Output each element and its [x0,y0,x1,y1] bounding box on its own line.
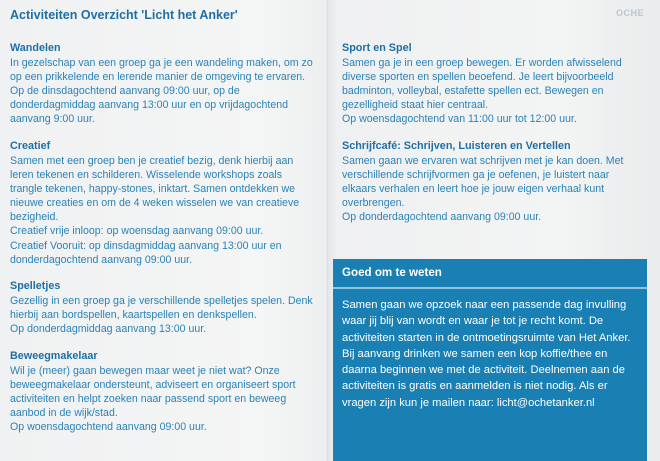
section-text: Samen ga je in een groep bewegen. Er worden afwisselend diverse sporten en spellen beoefend. Je leert bijvoorbeeld badminton, volleybal, estafette spellen ect. Bewegen en gezelligheid staat hier centraal. Op woensdagochtend van 11:00 uur tot 12:00 uur. [342,57,622,126]
section-text: Samen met een groep ben je creatief bezig, denk hierbij aan leren tekenen en schilderen. Wisselende workshops zoals trangle tekenen, happy-stones, inktart. Samen ontdekken we nieuwe creaties en om de 4 weken wisselen we van creatieve bezigheid. Creatief vrije inloop: op woensdag aanvang 09:00 uur. Creatief Vooruit: op dinsdagmiddag aanvang 13:00 uur en donderdagochtend aanvang 09:00 uur. [10,154,300,266]
page-fold [327,0,329,461]
section-wandelen [10,41,315,126]
section-beweegmakelaar [10,349,315,434]
section-heading: Sport en Spel [342,42,412,54]
section-heading: Schrijfcafé: Schrijven, Luisteren en Vertellen [342,139,571,152]
section-creatief [10,139,315,267]
right-column [342,41,642,237]
section-spelletjes [10,279,315,336]
corner-text: OCHE [616,8,645,18]
section-heading: Spelletjes [10,280,61,293]
section-heading: Wandelen [10,42,61,54]
info-box-text: Samen gaan we opzoek naar een passende dag invulling waar jij blij van wordt en waar je tot je recht komt. De activiteiten starten in de ontmoetingsruimte van Het Anker. Bij aanvang drinken we samen een kop koffie/thee en daarna beginnen we met de activiteit. Deelnemen aan de activiteiten is gratis en aanmelden is niet nodig. Als er vragen zijn kun je mailen naar: licht@ochetanker.nl [342,299,631,409]
section-heading: Beweegmakelaar [10,350,98,362]
page-title: Activiteiten Overzicht 'Licht het Anker' [10,8,238,22]
section-text: In gezelschap van een groep ga je een wandeling maken, om zo op een prikkelende en lerende manier de omgeving te ervaren. Op de dinsdagochtend aanvang 09:00 uur, op de donderdagmiddag aanvang 13:00 uur en op vrijdagochtend aanvang 9:00 uur. [10,57,313,126]
section-schrijfcafe [342,139,642,224]
section-text: Wil je (meer) gaan bewegen maar weet je niet wat? Onze beweegmakelaar ondersteunt, adviseert en organiseert sport activiteiten en helpt zoeken naar passend sport en beweeg aanbod in de wijk/stad. Op woensdagochtend aanvang 09:00 uur. [10,365,296,434]
section-text: Gezellig in een groep ga je verschillende spelletjes spelen. Denk hierbij aan bordspellen, kaartspellen en denkspellen. Op donderdagmiddag aanvang 13:00 uur. [10,295,313,336]
info-box [333,259,647,461]
section-sport-en-spel [342,41,642,126]
section-heading: Creatief [10,139,51,152]
section-text: Samen gaan we ervaren wat schrijven met je kan doen. Met verschillende schrijfvormen ga je oefenen, je luistert naar elkaars verhalen en leert hoe je jouw eigen verhaal kunt overbrengen. Op donderdagochtend aanvang 09:00 uur. [342,154,624,224]
left-column [10,41,315,447]
info-box-heading: Goed om te weten [342,266,442,279]
